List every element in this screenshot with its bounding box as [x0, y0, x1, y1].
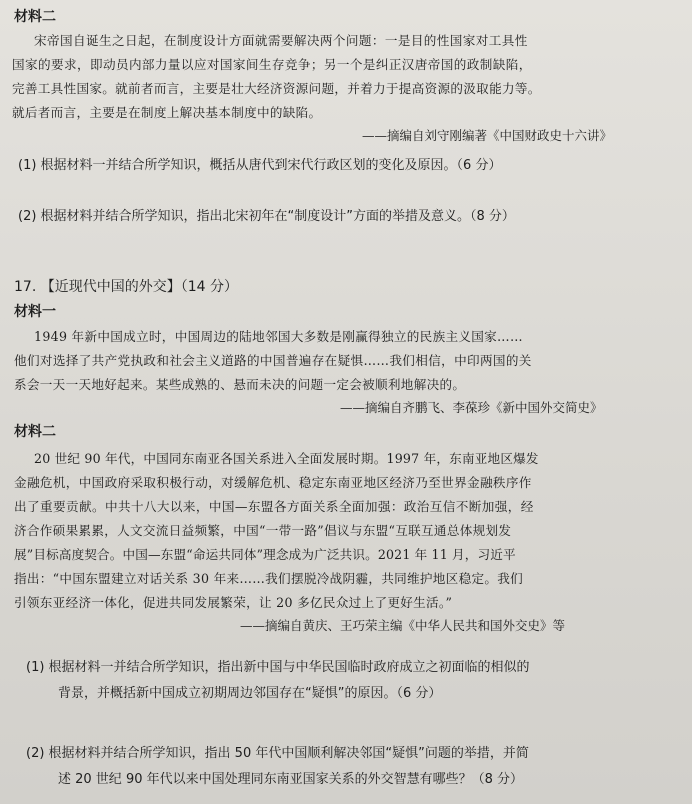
material2-b-line-7: 引领东亚经济一体化，促进共同发展繁荣，让 20 多亿民众过上了更好生活。”	[14, 595, 453, 610]
question-17-2-line-1: (2) 根据材料并结合所学知识，指出 50 年代中国顺利解决邻国“疑惧”问题的举措，并简	[26, 746, 529, 761]
material1-heading: 材料一	[14, 304, 56, 320]
material2-b-line-3: 出了重要贡献。中共十八大以来，中国—东盟各方面关系全面加强：政治互信不断加强，经	[14, 499, 534, 514]
material2-heading-a: 材料二	[14, 9, 56, 25]
material1-source: ——摘编自齐鹏飞、李葆珍《新中国外交简史》	[340, 400, 603, 415]
question-17-2-line-2: 述 20 世纪 90 年代以来中国处理同东南亚国家关系的外交智慧有哪些？（8 分）	[58, 772, 524, 787]
material2-a-line-3: 完善工具性国家。就前者而言，主要是壮大经济资源问题，并着力于提高资源的汲取能力等。	[12, 81, 541, 96]
material2-a-line-1: 宋帝国自诞生之日起，在制度设计方面就需要解决两个问题：一是目的性国家对工具性	[34, 33, 528, 48]
material1-line-2: 他们对选择了共产党执政和社会主义道路的中国普遍存在疑惧……我们相信，中印两国的关	[14, 353, 532, 368]
material1-line-3: 系会一天一天地好起来。某些成熟的、悬而未决的问题一定会被顺利地解决的。	[14, 377, 466, 392]
material2-heading-b: 材料二	[14, 424, 56, 440]
material2-b-line-1: 20 世纪 90 年代，中国同东南亚各国关系进入全面发展时期。1997 年，东南亚地区爆发	[34, 451, 539, 466]
material2-b-line-4: 济合作硕果累累，人文交流日益频繁，中国“一带一路”倡议与东盟“互联互通总体规划发	[14, 523, 512, 538]
material2-a-line-2: 国家的要求，即动员内部力量以应对国家间生存竞争；另一个是纠正汉唐帝国的政制缺陷，	[12, 57, 532, 72]
material2-b-source: ——摘编自黄庆、王巧荣主编《中华人民共和国外交史》等	[240, 618, 566, 633]
question-a-1: (1) 根据材料一并结合所学知识，概括从唐代到宋代行政区划的变化及原因。（6 分）	[18, 158, 502, 173]
question-17-title: 17. 【近现代中国的外交】（14 分）	[14, 279, 238, 295]
material2-b-line-2: 金融危机，中国政府采取积极行动，对缓解危机、稳定东南亚地区经济乃至世界金融秩序作	[14, 475, 532, 490]
question-17-1-line-2: 背景，并概括新中国成立初期周边邻国存在“疑惧”的原因。（6 分）	[58, 686, 442, 701]
material2-b-line-6: 指出：“中国东盟建立对话关系 30 年来……我们摆脱冷战阴霾，共同维护地区稳定。我们	[14, 571, 524, 586]
material2-a-line-4: 就后者而言，主要是在制度上解决基本制度中的缺陷。	[12, 105, 322, 120]
material2-b-line-5: 展”目标高度契合。中国—东盟“命运共同体”理念成为广泛共识。2021 年 11 月，习近平	[14, 547, 516, 562]
question-a-2: (2) 根据材料并结合所学知识，指出北宋初年在“制度设计”方面的举措及意义。（8 分）	[18, 209, 515, 224]
material2-a-source: ——摘编自刘守刚编著《中国财政史十六讲》	[362, 128, 613, 143]
material1-line-1: 1949 年新中国成立时，中国周边的陆地邻国大多数是刚赢得独立的民族主义国家……	[34, 329, 523, 344]
question-17-1-line-1: (1) 根据材料一并结合所学知识，指出新中国与中华民国临时政府成立之初面临的相似的	[26, 660, 530, 675]
